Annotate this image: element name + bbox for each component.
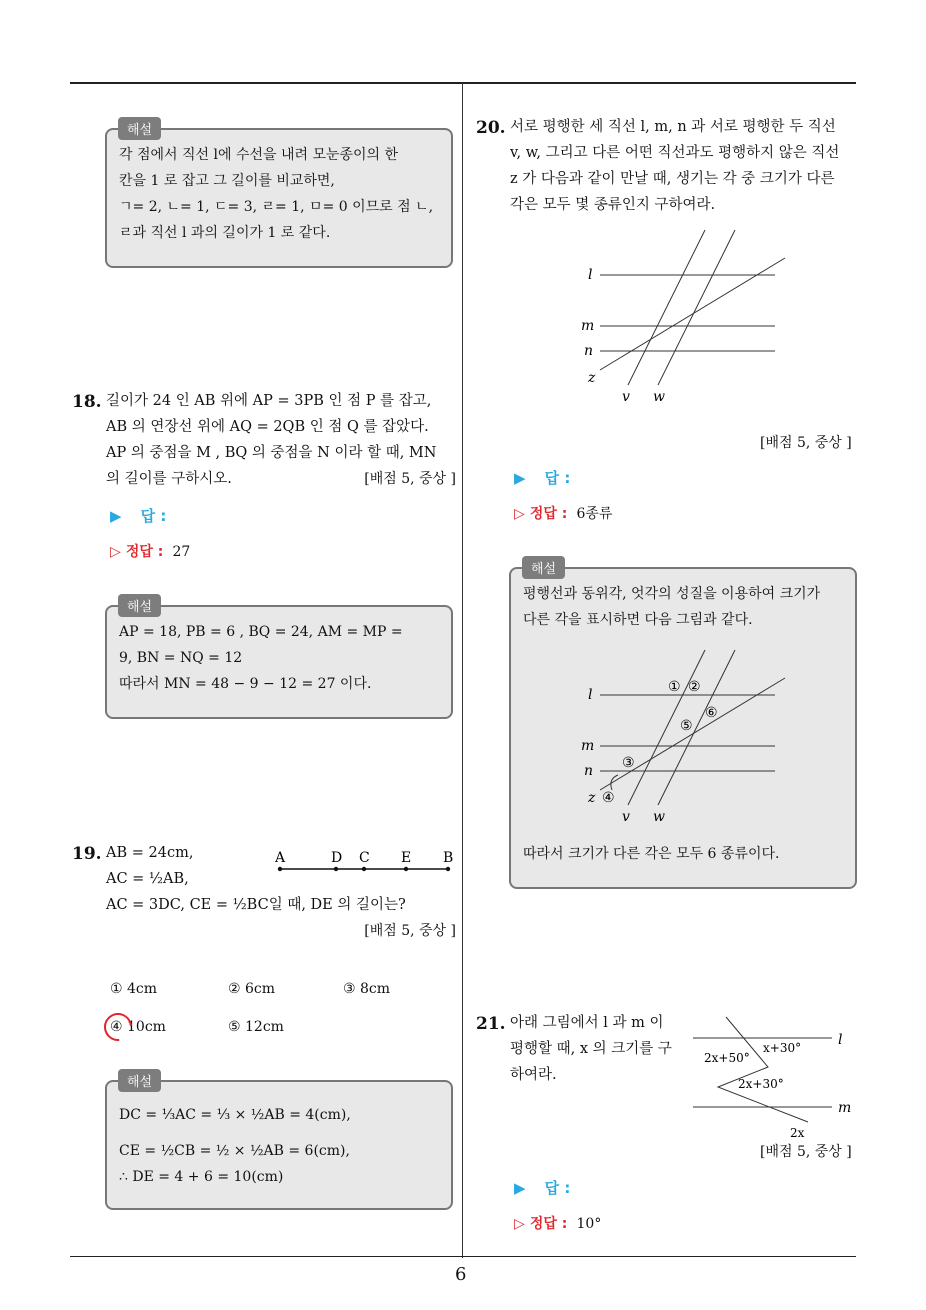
choice-3[interactable]: ③ 8cm xyxy=(343,981,391,997)
question-line: AC = ½AB, xyxy=(106,871,189,887)
explanation-tag: 해설 xyxy=(118,117,161,140)
angle-label: 2x+50° xyxy=(704,1051,750,1065)
label-m: m xyxy=(581,318,595,334)
question-line: AC = 3DC, CE = ½BC일 때, DE 의 길이는? xyxy=(106,897,406,913)
label-v: v xyxy=(622,389,630,405)
label-m: m xyxy=(581,738,595,754)
correct-label: 정답 : xyxy=(529,1216,568,1232)
angle-mark-2: ② xyxy=(688,679,701,695)
label-w: w xyxy=(653,389,665,405)
correct-row-18 xyxy=(110,541,190,561)
top-rule xyxy=(70,82,856,84)
explanation-line: AP = 18, PB = 6 , BQ = 24, AM = MP = xyxy=(119,624,403,640)
correct-answer: 6종류 xyxy=(576,506,613,522)
answer-arrow-icon: ▶ xyxy=(110,507,122,525)
explanation-line: CE = ½CB = ½ × ½AB = 6(cm), xyxy=(119,1143,350,1159)
score-label: [배점 5, 중상 ] xyxy=(760,435,852,451)
label-l: l xyxy=(588,267,593,283)
choice-2[interactable]: ② 6cm xyxy=(228,981,276,997)
question-line: 아래 그림에서 l 과 m 이 xyxy=(510,1015,664,1031)
question-line: v, w, 그리고 다른 어떤 직선과도 평행하지 않은 직선 xyxy=(510,145,840,161)
question-line: 의 길이를 구하시오. xyxy=(106,471,232,487)
label-z: z xyxy=(588,790,596,806)
question-number-20: 20. xyxy=(476,118,506,138)
selected-answer-circle xyxy=(98,1007,137,1046)
explanation-box-17 xyxy=(105,128,453,268)
explanation-line: 각 점에서 직선 l에 수선을 내려 모눈종이의 한 xyxy=(119,147,399,163)
angle-marked-figure xyxy=(570,645,800,830)
angle-mark-6: ⑥ xyxy=(705,705,718,721)
explanation-line: 따라서 크기가 다른 각은 모두 6 종류이다. xyxy=(523,846,780,862)
segment-point-label: C xyxy=(359,850,370,866)
segment-point xyxy=(334,867,338,871)
angle-label: 2x+30° xyxy=(738,1077,784,1091)
line-v xyxy=(628,650,705,805)
label-l: l xyxy=(838,1032,843,1048)
question-21-text xyxy=(510,1010,690,1088)
explanation-line: 칸을 1 로 잡고 그 길이를 비교하면, xyxy=(119,173,335,189)
bottom-rule xyxy=(70,1256,856,1257)
choice-1[interactable]: ① 4cm xyxy=(110,981,158,997)
explanation-tag: 해설 xyxy=(118,1069,161,1092)
explanation-line: ㄹ과 직선 l 과의 길이가 1 로 같다. xyxy=(119,225,331,241)
answer-row-21 xyxy=(514,1177,570,1198)
question-line: 각은 모두 몇 종류인지 구하여라. xyxy=(510,197,716,213)
explanation-line: 따라서 MN = 48 − 9 − 12 = 27 이다. xyxy=(119,676,372,692)
angle-label: 2x xyxy=(790,1126,805,1140)
question-line: z 가 다음과 같이 만날 때, 생기는 각 중 크기가 다른 xyxy=(510,171,835,187)
question-line: 하여라. xyxy=(510,1067,557,1083)
answer-row-20 xyxy=(514,467,570,488)
explanation-line: DC = ⅓AC = ⅓ × ½AB = 4(cm), xyxy=(119,1107,351,1123)
question-18-text xyxy=(106,388,456,492)
label-m: m xyxy=(838,1100,852,1116)
correct-arrow-icon: ▷ xyxy=(514,506,525,522)
correct-arrow-icon: ▷ xyxy=(110,544,121,560)
explanation-line: 다른 각을 표시하면 다음 그림과 같다. xyxy=(523,612,753,628)
segment-point xyxy=(362,867,366,871)
question-number-19: 19. xyxy=(72,844,102,864)
answer-arrow-icon: ▶ xyxy=(514,469,526,487)
correct-arrow-icon: ▷ xyxy=(514,1216,525,1232)
parallel-lines-figure xyxy=(570,225,800,410)
angle-mark-4: ④ xyxy=(602,790,615,806)
label-n: n xyxy=(584,343,594,359)
line-w xyxy=(658,650,735,805)
correct-answer: 10° xyxy=(576,1216,602,1232)
question-number-18: 18. xyxy=(72,392,102,412)
label-v: v xyxy=(622,809,630,825)
score-label: [배점 5, 중상 ] xyxy=(760,1144,852,1160)
label-w: w xyxy=(653,809,665,825)
segment-point xyxy=(446,867,450,871)
explanation-box-19 xyxy=(105,1080,453,1210)
question-last-row xyxy=(106,466,456,492)
correct-label: 정답 : xyxy=(529,506,568,522)
correct-row-20 xyxy=(514,503,612,523)
segment-figure-19 xyxy=(270,845,460,881)
label-z: z xyxy=(588,370,596,386)
question-line: AB = 24cm, xyxy=(106,845,194,861)
angle-mark-5: ⑤ xyxy=(680,718,693,734)
correct-answer: 27 xyxy=(172,544,191,560)
explanation-tag: 해설 xyxy=(118,594,161,617)
segment-point-label: B xyxy=(443,850,454,866)
answer-row-18 xyxy=(110,505,166,526)
segment-point-label: D xyxy=(331,850,343,866)
question-line: 평행할 때, x 의 크기를 구 xyxy=(510,1041,672,1057)
line-v xyxy=(628,230,705,385)
line-w xyxy=(658,230,735,385)
score-label: [배점 5, 중상 ] xyxy=(364,923,456,939)
angle-mark-1: ① xyxy=(668,679,681,695)
angle-mark-3: ③ xyxy=(622,755,635,771)
column-divider xyxy=(462,83,463,1258)
question-line: 서로 평행한 세 직선 l, m, n 과 서로 평행한 두 직선 xyxy=(510,119,836,135)
question-20-text xyxy=(510,114,860,218)
explanation-line: 평행선과 동위각, 엇각의 성질을 이용하여 크기가 xyxy=(523,586,821,602)
question-line: AB 의 연장선 위에 AQ = 2QB 인 점 Q 를 잡았다. xyxy=(106,419,429,435)
question-line: 길이가 24 인 AB 위에 AP = 3PB 인 점 P 를 잡고, xyxy=(106,393,432,409)
label-n: n xyxy=(584,763,594,779)
zigzag-path xyxy=(718,1017,808,1122)
label-l: l xyxy=(588,687,593,703)
question-number-21: 21. xyxy=(476,1014,506,1034)
zigzag-angle-figure xyxy=(690,1012,860,1142)
answer-label: 답 : xyxy=(544,469,571,487)
angle-label: x+30° xyxy=(763,1041,802,1055)
answer-label: 답 : xyxy=(140,507,167,525)
correct-row-21 xyxy=(514,1213,601,1233)
segment-point xyxy=(404,867,408,871)
answer-arrow-icon: ▶ xyxy=(514,1179,526,1197)
choice-4[interactable]: ④ 10cm xyxy=(110,1019,166,1035)
answer-label: 답 : xyxy=(544,1179,571,1197)
explanation-tag: 해설 xyxy=(522,556,565,579)
explanation-line: 9, BN = NQ = 12 xyxy=(119,650,243,666)
page-number: 6 xyxy=(455,1264,467,1285)
correct-label: 정답 : xyxy=(125,544,164,560)
explanation-line: ∴ DE = 4 + 6 = 10(cm) xyxy=(119,1169,284,1185)
segment-point-label: E xyxy=(401,850,412,866)
segment-point-label: A xyxy=(275,850,286,866)
score-label: [배점 5, 중상 ] xyxy=(364,471,456,487)
choice-5[interactable]: ⑤ 12cm xyxy=(228,1019,284,1035)
question-line: AP 의 중점을 M , BQ 의 중점을 N 이라 할 때, MN xyxy=(106,445,437,461)
explanation-line: ㄱ= 2, ㄴ= 1, ㄷ= 3, ㄹ= 1, ㅁ= 0 이므로 점 ㄴ, xyxy=(119,199,434,215)
segment-point xyxy=(278,867,282,871)
explanation-box-18 xyxy=(105,605,453,719)
